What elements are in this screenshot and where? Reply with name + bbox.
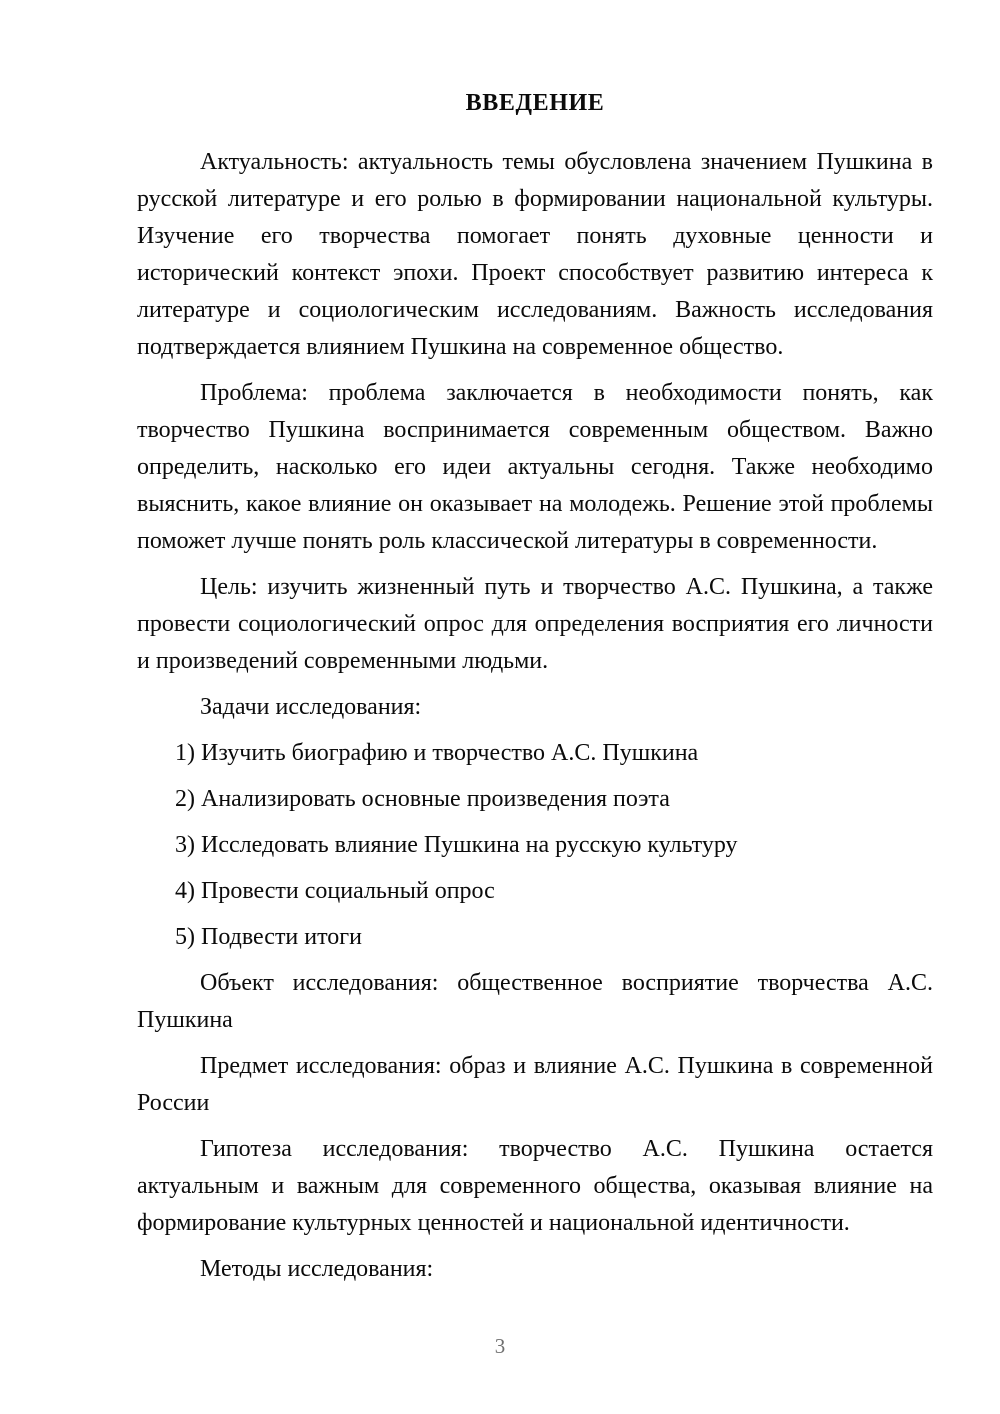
paragraph-problem: Проблема: проблема заключается в необходимости понять, как творчество Пушкина воспринимается современным обществом. Важно определить, насколько его идеи актуальны сегодня. Также необходимо выяснить, какое влияние он оказывает на молодежь. Решение этой проблемы поможет лучше понять роль классической литературы в современности. bbox=[137, 380, 933, 554]
paragraph-hypothesis: Гипотеза исследования: творчество А.С. Пушкина остается актуальным и важным для современного общества, оказывая влияние на формирование культурных ценностей и национальной идентичности. bbox=[137, 1136, 933, 1236]
tasks-label: Задачи исследования: bbox=[200, 694, 422, 720]
list-item: 3) Исследовать влияние Пушкина на русскую культуру bbox=[175, 832, 738, 858]
methods-label: Методы исследования: bbox=[200, 1256, 434, 1282]
paragraph-object: Объект исследования: общественное восприятие творчества А.С. Пушкина bbox=[137, 970, 933, 1033]
document-body bbox=[137, 88, 933, 1297]
page-title: ВВЕДЕНИЕ bbox=[465, 90, 605, 116]
list-item: 4) Провести социальный опрос bbox=[175, 878, 495, 904]
list-item: 5) Подвести итоги bbox=[175, 924, 362, 950]
paragraph-subject: Предмет исследования: образ и влияние А.С. Пушкина в современной России bbox=[137, 1053, 933, 1116]
list-item: 2) Анализировать основные произведения поэта bbox=[175, 786, 670, 812]
paragraph-relevance: Актуальность: актуальность темы обусловлена значением Пушкина в русской литературе и его ролью в формировании национальной культуры. Изучение его творчества помогает понять духовные ценности и исторический контекст эпохи. Проект способствует развитию интереса к литературе и социологическим исследованиям. Важность исследования подтверждается влиянием Пушкина на современное общество. bbox=[137, 149, 933, 360]
tasks-list bbox=[137, 735, 933, 956]
list-item: 1) Изучить биографию и творчество А.С. Пушкина bbox=[175, 740, 699, 766]
paragraph-goal: Цель: изучить жизненный путь и творчество А.С. Пушкина, а также провести социологический опрос для определения восприятия его личности и произведений современными людьми. bbox=[137, 574, 933, 674]
page-number: 3 bbox=[494, 1334, 506, 1358]
